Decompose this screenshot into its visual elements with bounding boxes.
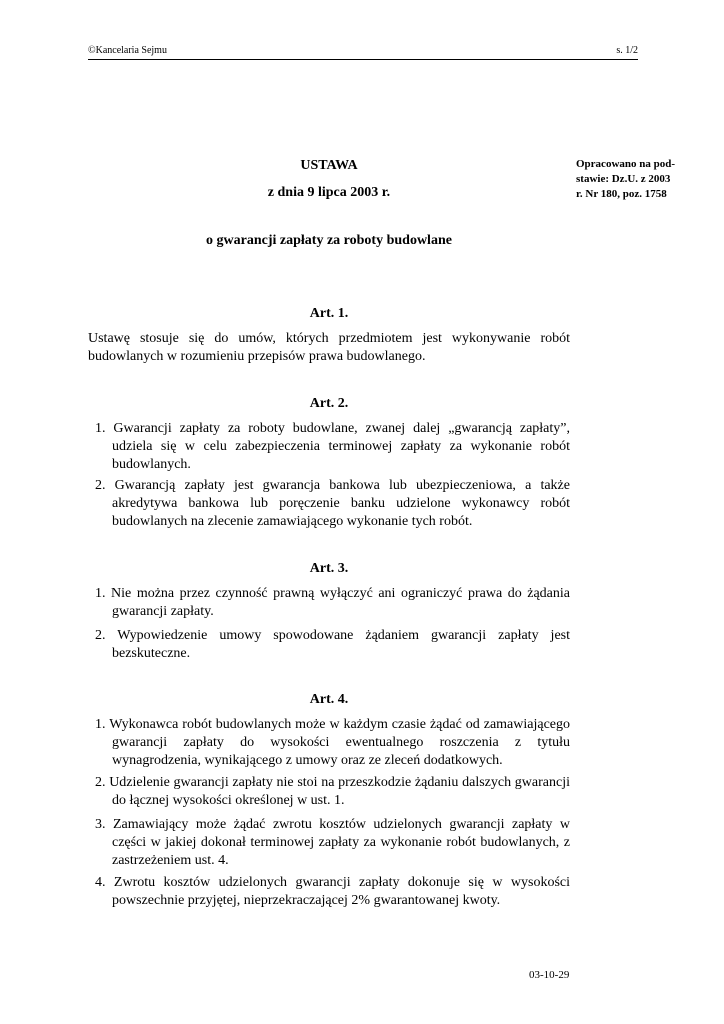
page-header	[88, 45, 638, 60]
art1-heading: Art. 1.	[309, 306, 349, 321]
art3-item-1: 1. Nie można przez czynność prawną wyłączyć ani ograniczyć prawa do żądania gwarancji zapłaty.	[95, 586, 570, 619]
art4-item-4: 4. Zwrotu kosztów udzielonych gwarancji zapłaty dokonuje się w wysokości powszechnie przyjętej, nieprzekraczającej 2% gwarantowanej kwoty.	[95, 875, 570, 908]
source-note-line: r. Nr 180, poz. 1758	[576, 188, 667, 200]
act-type: USTAWA	[300, 158, 358, 173]
art4-item-2: 2. Udzielenie gwarancji zapłaty nie stoi na przeszkodzie żądaniu dalszych gwarancji do łącznej wysokości określonej w ust. 1.	[95, 775, 570, 808]
footer-date: 03-10-29	[529, 969, 570, 981]
header-publisher: ©Kancelaria Sejmu	[88, 45, 167, 56]
art2-item-1: 1. Gwarancji zapłaty za roboty budowlane, zwanej dalej „gwarancją zapłaty”, udziela się w celu zabezpieczenia terminowej zapłaty za wykonanie robót budowlanych.	[95, 421, 570, 472]
source-note	[576, 157, 691, 202]
act-date: z dnia 9 lipca 2003 r.	[267, 185, 391, 200]
art2-item-2: 2. Gwarancją zapłaty jest gwarancja bankowa lub ubezpieczeniowa, a także akredytywa bankowa lub poręczenie banku udzielone wykonawcy robót budowlanych na zlecenie zamawiającego wykonanie tych robót.	[95, 478, 570, 529]
art4-heading: Art. 4.	[309, 692, 349, 707]
art4-item-3: 3. Zamawiający może żądać zwrotu kosztów udzielonych gwarancji zapłaty w części w jakiej dokonał terminowej zapłaty za wykonanie robót budowlanych, z zastrzeżeniem ust. 4.	[95, 817, 570, 868]
art4-item-1: 1. Wykonawca robót budowlanych może w każdym czasie żądać od zamawiającego gwarancji zapłaty do wysokości ewentualnego roszczenia z tytułu wynagrodzenia, wynikającego z umowy oraz ze zleceń dodatkowych.	[95, 717, 570, 768]
act-subject: o gwarancji zapłaty za roboty budowlane	[206, 233, 452, 248]
art3-heading: Art. 3.	[309, 561, 349, 576]
header-page-number: s. 1/2	[616, 45, 638, 56]
art3-item-2: 2. Wypowiedzenie umowy spowodowane żądaniem gwarancji zapłaty jest bezskuteczne.	[95, 628, 570, 661]
source-note-line: Opracowano na pod-	[576, 158, 676, 170]
art1-text: Ustawę stosuje się do umów, których przedmiotem jest wykonywanie robót budowlanych w rozumieniu przepisów prawa budowlanego.	[88, 331, 570, 364]
source-note-line: stawie: Dz.U. z 2003	[576, 173, 671, 185]
art2-heading: Art. 2.	[309, 396, 349, 411]
